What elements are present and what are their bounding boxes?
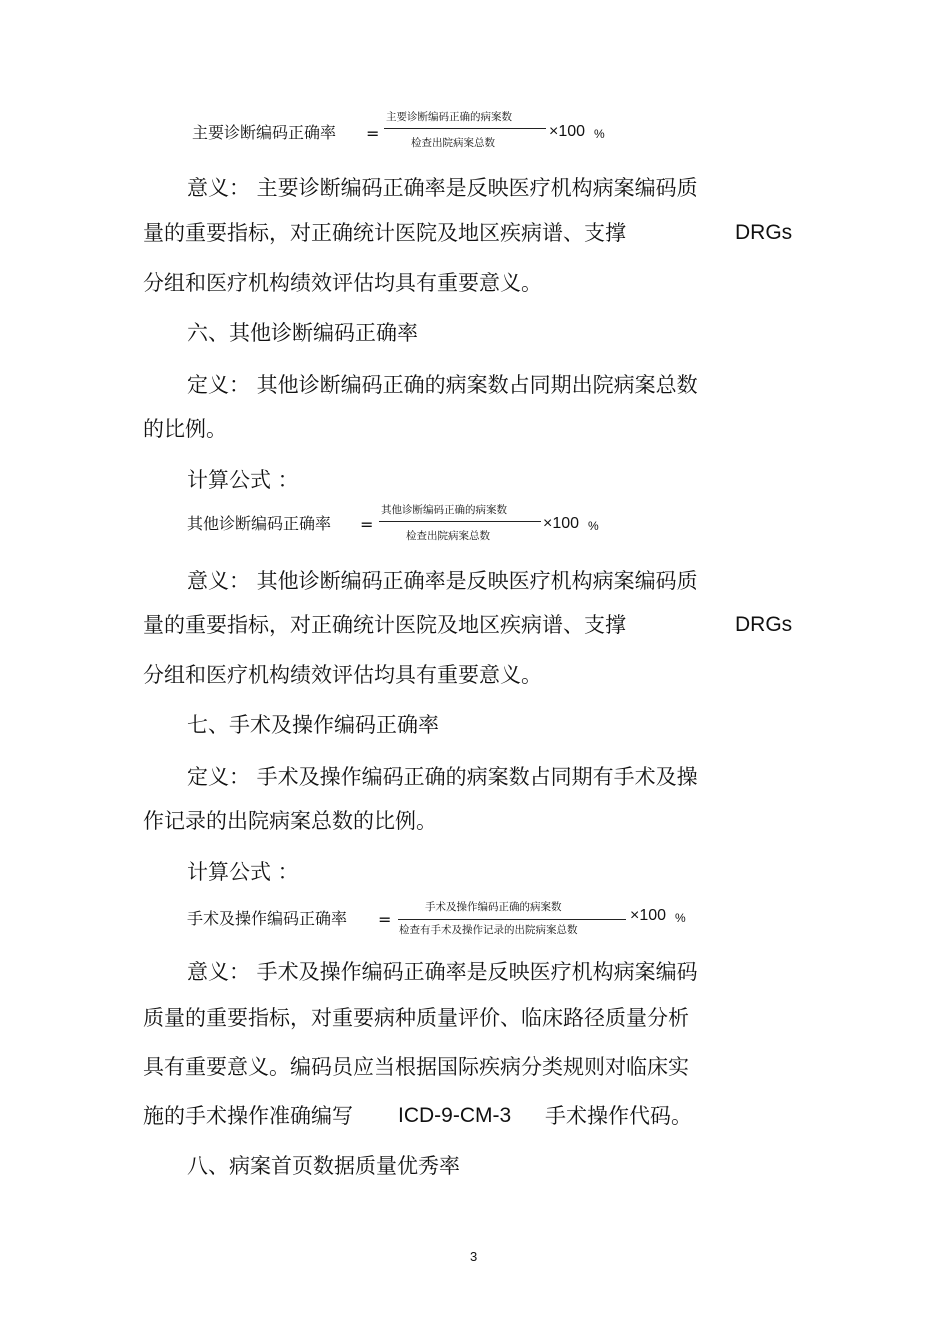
formula-multiplier: ×100 — [549, 123, 586, 140]
fraction-bar — [384, 128, 546, 129]
formula-numerator: 其他诊断编码正确的病案数 — [381, 504, 507, 516]
formula-percent: % — [588, 519, 599, 533]
formula-equals: = — [378, 910, 392, 929]
paragraph-line: 分组和医疗机构绩效评估均具有重要意义。 — [143, 271, 542, 295]
formula-label: 手术及操作编码正确率 — [187, 909, 348, 928]
formula-denominator: 检查有手术及操作记录的出院病案总数 — [399, 924, 578, 936]
formula-equals: = — [360, 515, 374, 534]
paragraph-line: 量的重要指标，对正确统计医院及地区疾病谱、支撑 — [143, 221, 626, 245]
definition-line: 定义： 其他诊断编码正确的病案数占同期出院病案总数 — [187, 373, 698, 397]
formula-denominator: 检查出院病案总数 — [406, 530, 490, 542]
formula-numerator: 主要诊断编码正确的病案数 — [386, 111, 512, 123]
paragraph-line: 分组和医疗机构绩效评估均具有重要意义。 — [143, 663, 542, 687]
paragraph-term: DRGs — [735, 221, 793, 244]
paragraph-line: 意义： 手术及操作编码正确率是反映医疗机构病案编码 — [187, 960, 698, 984]
paragraph-line: 手术操作代码。 — [545, 1104, 692, 1128]
formula-label: 主要诊断编码正确率 — [192, 123, 337, 142]
formula-fraction — [398, 900, 626, 940]
formula-percent: % — [675, 911, 686, 925]
paragraph-line: 意义： 主要诊断编码正确率是反映医疗机构病案编码质 — [187, 176, 698, 200]
formula-numerator: 手术及操作编码正确的病案数 — [425, 901, 562, 913]
formula-fraction — [384, 110, 546, 150]
paragraph-line: 量的重要指标，对正确统计医院及地区疾病谱、支撑 — [143, 613, 626, 637]
definition-line: 定义： 手术及操作编码正确的病案数占同期有手术及操 — [187, 765, 698, 789]
definition-line: 的比例。 — [143, 417, 227, 441]
fraction-bar — [398, 919, 626, 920]
formula-denominator: 检查出院病案总数 — [411, 137, 495, 149]
section-heading: 八、病案首页数据质量优秀率 — [187, 1154, 460, 1178]
formula-label: 其他诊断编码正确率 — [187, 514, 332, 533]
paragraph-line: 施的手术操作准确编写 — [143, 1104, 353, 1128]
fraction-bar — [379, 521, 541, 522]
paragraph-line: 意义： 其他诊断编码正确率是反映医疗机构病案编码质 — [187, 569, 698, 593]
formula-heading: 计算公式 ： — [187, 468, 299, 492]
section-heading: 六、其他诊断编码正确率 — [187, 321, 418, 345]
procedure-code: ICD-9-CM-3 — [398, 1104, 512, 1127]
formula-multiplier: ×100 — [543, 515, 580, 532]
paragraph-term: DRGs — [735, 613, 793, 636]
definition-line: 作记录的出院病案总数的比例。 — [143, 809, 437, 833]
formula-percent: % — [594, 127, 605, 141]
formula-fraction — [379, 503, 541, 543]
section-heading: 七、手术及操作编码正确率 — [187, 713, 439, 737]
paragraph-line: 具有重要意义。编码员应当根据国际疾病分类规则对临床实 — [143, 1055, 689, 1079]
formula-equals: = — [366, 124, 380, 143]
page-number: 3 — [470, 1249, 478, 1264]
formula-heading: 计算公式 ： — [187, 860, 299, 884]
paragraph-line: 质量的重要指标，对重要病种质量评价、临床路径质量分析 — [143, 1006, 689, 1030]
formula-multiplier: ×100 — [630, 907, 667, 924]
